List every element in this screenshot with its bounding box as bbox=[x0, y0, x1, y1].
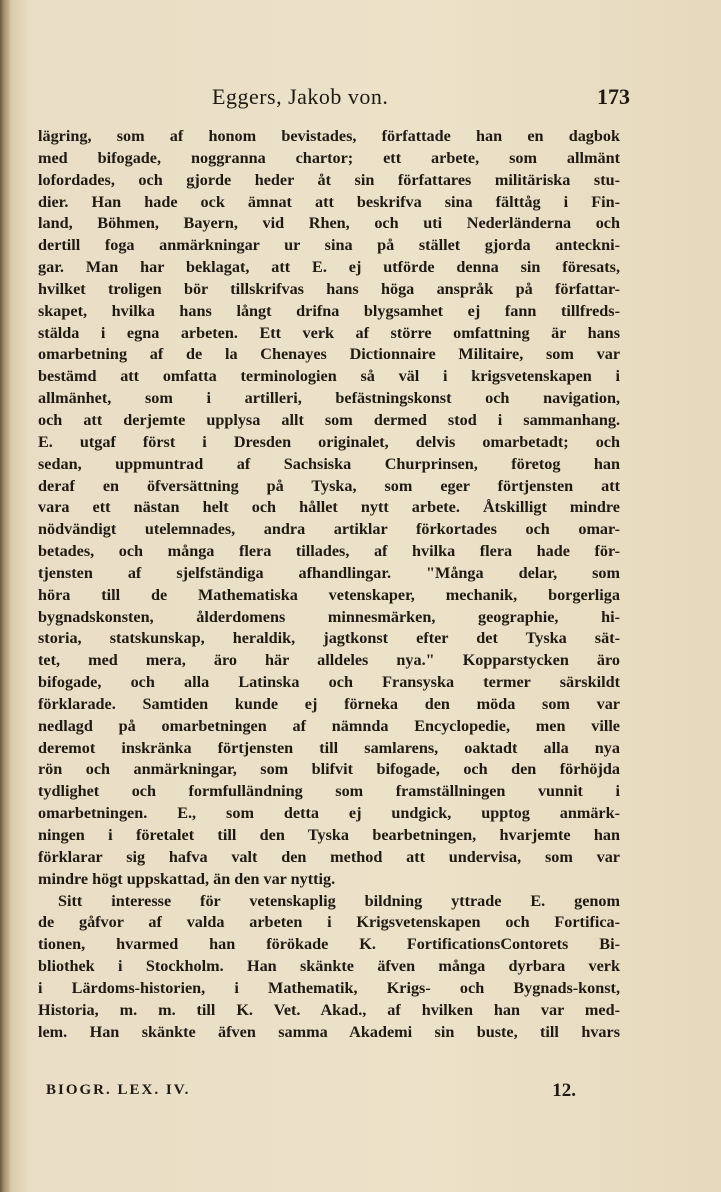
text-line: deraf en öfversättning på Tyska, som eger förtjensten att bbox=[38, 476, 620, 495]
text-line: bygnadskonsten, ålderdomens minnesmärken, geographie, hi- bbox=[38, 607, 620, 626]
running-head-title: Eggers, Jakob von. bbox=[212, 84, 389, 109]
text-line: storia, statskunskap, heraldik, jagtkonst efter det Tyska sät- bbox=[38, 629, 620, 648]
page-footer bbox=[46, 1080, 576, 1106]
text-line: bifogade, och alla Latinska och Fransyska termer särskildt bbox=[38, 673, 620, 692]
text-line: stälda i egna arbeten. Ett verk af större omfattning är hans bbox=[38, 323, 620, 342]
text-line: nödvändigt utelemnades, andra artiklar förkortades och omar- bbox=[38, 520, 620, 539]
text-line: tionen, hvarmed han förökade K. FortificationsContorets Bi- bbox=[38, 935, 620, 954]
text-line: omarbetningen. E., som detta ej undgick, upptog anmärk- bbox=[38, 804, 620, 823]
text-line-paragraph-end: mindre högt uppskattad, än den var nyttig. bbox=[38, 869, 336, 888]
text-line: skapet, hvilka hans långt drifna blygsamhet ej fann tillfreds- bbox=[38, 301, 620, 320]
text-line: lem. Han skänkte äfven samma Akademi sin buste, till hvars bbox=[38, 1022, 620, 1041]
text-line: dertill foga anmärkningar ur sina på stället gjorda anteckni- bbox=[38, 236, 620, 255]
text-line: ningen i företalet till den Tyska bearbetningen, hvarjemte han bbox=[38, 826, 620, 844]
text-line: bliothek i Stockholm. Han skänkte äfven många dyrbara verk bbox=[38, 957, 620, 976]
text-line-paragraph-start: Sitt interesse för vetenskaplig bildning yttrade E. genom bbox=[58, 891, 620, 910]
body-text bbox=[38, 126, 620, 1043]
text-line: höra till de Mathematiska vetenskaper, mechanik, borgerliga bbox=[38, 585, 620, 604]
text-line: rön och anmärkningar, som blifvit bifogade, och den förhöjda bbox=[38, 760, 620, 779]
text-line: tjensten af sjelfständiga afhandlingar. "Många delar, som bbox=[38, 563, 620, 582]
binding-edge bbox=[0, 0, 10, 1192]
text-line: de gåfvor af valda arbeten i Krigsvetenskapen och Fortifica- bbox=[38, 913, 620, 932]
text-line: allmänhet, som i artilleri, befästningskonst och navigation, bbox=[38, 389, 620, 408]
text-line: E. utgaf först i Dresden originalet, delvis omarbetadt; och bbox=[38, 432, 620, 451]
text-line: lägring, som af honom bevistades, författade han en dagbok bbox=[38, 127, 620, 145]
running-head bbox=[30, 84, 630, 116]
signature-mark: BIOGR. LEX. IV. bbox=[46, 1082, 191, 1098]
text-line: och att derjemte upplysa allt som dermed stod i sammanhang. bbox=[38, 410, 620, 429]
text-line: gar. Man har beklagat, att E. ej utförde denna sin föresats, bbox=[38, 258, 620, 277]
page-number: 173 bbox=[597, 84, 630, 109]
text-line: i Lärdoms-historien, i Mathematik, Krigs- och Bygnads-konst, bbox=[38, 978, 620, 997]
text-line: tet, med mera, äro här alldeles nya." Kopparstycken äro bbox=[38, 651, 620, 670]
text-line: betades, och många flera tillades, af hvilka flera hade för- bbox=[38, 542, 620, 561]
text-line: lofordades, och gjorde heder åt sin författares militäriska stu- bbox=[38, 170, 620, 189]
text-line: dier. Han hade ock ämnat att beskrifva sina fälttåg i Fin- bbox=[38, 192, 620, 211]
text-line: vara ett nästan helt och hållet nytt arbete. Åtskilligt mindre bbox=[38, 498, 620, 517]
text-line: bestämd att omfatta terminologien så väl i krigsvetenskapen i bbox=[38, 367, 620, 386]
text-line: förklarar sig hafva valt den method att undervisa, som var bbox=[38, 847, 620, 866]
text-line: Historia, m. m. till K. Vet. Akad., af hvilken han var med- bbox=[38, 1000, 620, 1019]
text-line: nedlagd på omarbetningen af nämnda Encyclopedie, men ville bbox=[38, 716, 620, 735]
text-line: hvilket troligen bör tillskrifvas hans höga anspråk på författar- bbox=[38, 279, 620, 298]
text-line: omarbetning af de la Chenayes Dictionnaire Militaire, som var bbox=[38, 345, 620, 364]
text-line: deremot inskränka förtjensten till samlarens, oaktadt alla nya bbox=[38, 738, 620, 757]
text-line: sedan, uppmuntrad af Sachsiska Churprinsen, företog han bbox=[38, 454, 620, 473]
text-line: förklarade. Samtiden kunde ej förneka den möda som var bbox=[38, 694, 620, 713]
text-line: tydlighet och formfulländning som framställningen vunnit i bbox=[38, 782, 620, 801]
text-line: land, Böhmen, Bayern, vid Rhen, och uti Nederländerna och bbox=[38, 214, 620, 233]
sheet-number: 12. bbox=[552, 1080, 576, 1101]
text-line: med bifogade, noggranna chartor; ett arbete, som allmänt bbox=[38, 148, 620, 167]
